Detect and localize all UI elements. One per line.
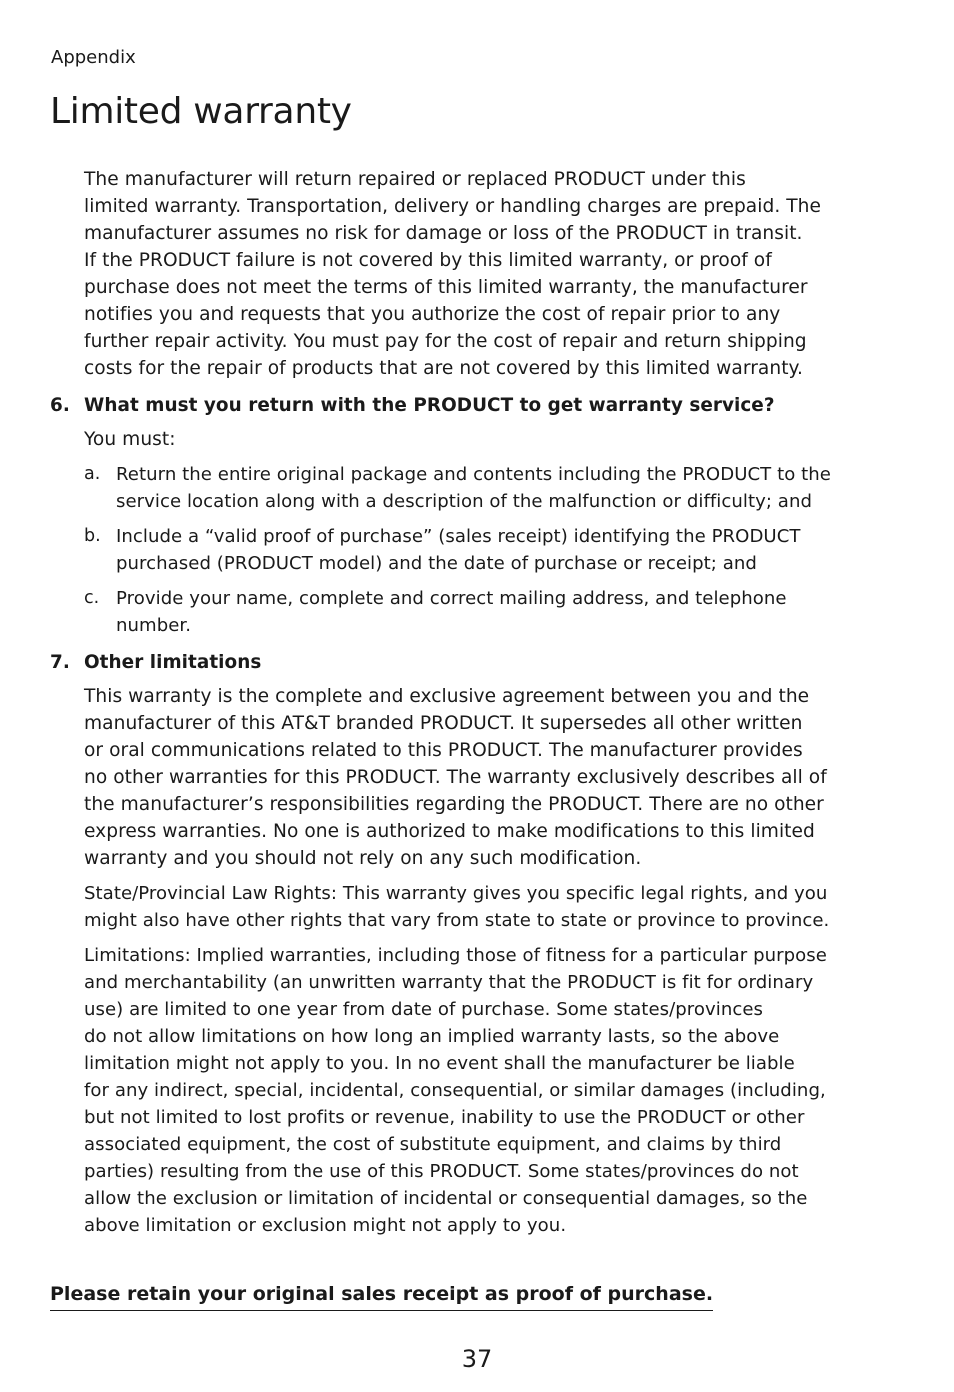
paragraph-line: manufacturer of this AT&T branded PRODUCT. It supersedes all other written bbox=[84, 713, 803, 734]
question-text: What must you return with the PRODUCT to get warranty service? bbox=[84, 395, 775, 416]
page-number: 37 bbox=[461, 1345, 493, 1373]
list-item-line: number. bbox=[116, 615, 192, 636]
question-7-heading bbox=[50, 649, 920, 676]
paragraph-line: but not limited to lost profits or revenue, inability to use the PRODUCT or other bbox=[84, 1107, 805, 1128]
paragraph-line: associated equipment, the cost of substitute equipment, and claims by third bbox=[84, 1134, 782, 1155]
list-item-text bbox=[116, 461, 891, 515]
question-text: Other limitations bbox=[84, 652, 262, 673]
paragraph-line: limitation might not apply to you. In no event shall the manufacturer be liable bbox=[84, 1053, 795, 1074]
question-6-lead: You must: bbox=[84, 429, 176, 450]
question-6-heading bbox=[50, 392, 920, 419]
list-item-line: service location along with a description of the malfunction or difficulty; and bbox=[116, 491, 812, 512]
question-number: 7. bbox=[50, 652, 70, 673]
limitations-paragraph-3 bbox=[50, 942, 904, 1239]
paragraph-line: Limitations: Implied warranties, including those of fitness for a particular purpose bbox=[84, 945, 827, 966]
paragraph-line: or oral communications related to this PRODUCT. The manufacturer provides bbox=[84, 740, 803, 761]
paragraph-line: express warranties. No one is authorized to make modifications to this limited bbox=[84, 821, 815, 842]
closing-note: Please retain your original sales receipt as proof of purchase. bbox=[50, 1280, 713, 1311]
intro-line: limited warranty. Transportation, delivery or handling charges are prepaid. The bbox=[84, 196, 821, 217]
list-item-letter: c. bbox=[84, 588, 100, 608]
intro-line: costs for the repair of products that are not covered by this limited warranty. bbox=[84, 358, 803, 379]
list-item-line: purchased (PRODUCT model) and the date of purchase or receipt; and bbox=[116, 553, 757, 574]
list-item bbox=[84, 585, 920, 639]
limitations-paragraph-2 bbox=[50, 880, 904, 934]
intro-line: purchase does not meet the terms of this limited warranty, the manufacturer bbox=[84, 277, 808, 298]
intro-line: If the PRODUCT failure is not covered by this limited warranty, or proof of bbox=[84, 250, 772, 271]
paragraph-line: allow the exclusion or limitation of incidental or consequential damages, so the bbox=[84, 1188, 808, 1209]
paragraph-line: above limitation or exclusion might not apply to you. bbox=[84, 1215, 567, 1236]
paragraph-line: might also have other rights that vary from state to state or province to province. bbox=[84, 910, 830, 931]
paragraph-line: for any indirect, special, incidental, consequential, or similar damages (including, bbox=[84, 1080, 826, 1101]
list-item-letter: b. bbox=[84, 526, 101, 546]
question-number: 6. bbox=[50, 395, 70, 416]
paragraph-line: the manufacturer’s responsibilities regarding the PRODUCT. There are no other bbox=[84, 794, 824, 815]
list-item bbox=[84, 523, 920, 577]
paragraph-line: do not allow limitations on how long an implied warranty lasts, so the above bbox=[84, 1026, 780, 1047]
list-item-text bbox=[116, 523, 891, 577]
list-item-line: Include a “valid proof of purchase” (sales receipt) identifying the PRODUCT bbox=[116, 526, 801, 547]
intro-line: notifies you and requests that you authorize the cost of repair prior to any bbox=[84, 304, 781, 325]
intro-line: further repair activity. You must pay for the cost of repair and return shipping bbox=[84, 331, 807, 352]
paragraph-line: no other warranties for this PRODUCT. The warranty exclusively describes all of bbox=[84, 767, 827, 788]
intro-paragraph bbox=[50, 166, 904, 382]
list-item-letter: a. bbox=[84, 464, 101, 484]
paragraph-line: State/Provincial Law Rights: This warranty gives you specific legal rights, and you bbox=[84, 883, 828, 904]
intro-line: manufacturer assumes no risk for damage or loss of the PRODUCT in transit. bbox=[84, 223, 803, 244]
paragraph-line: warranty and you should not rely on any such modification. bbox=[84, 848, 642, 869]
paragraph-line: and merchantability (an unwritten warranty that the PRODUCT is fit for ordinary bbox=[84, 972, 814, 993]
list-item bbox=[84, 461, 920, 515]
limitations-paragraph-1 bbox=[50, 683, 904, 872]
list-item-text bbox=[116, 585, 891, 639]
list-item-line: Return the entire original package and contents including the PRODUCT to the bbox=[116, 464, 831, 485]
paragraph-line: use) are limited to one year from date of purchase. Some states/provinces bbox=[84, 999, 764, 1020]
paragraph-line: parties) resulting from the use of this PRODUCT. Some states/provinces do not bbox=[84, 1161, 799, 1182]
page-body bbox=[50, 166, 920, 1247]
intro-line: The manufacturer will return repaired or replaced PRODUCT under this bbox=[84, 169, 746, 190]
paragraph-line: This warranty is the complete and exclusive agreement between you and the bbox=[84, 686, 810, 707]
page-title: Limited warranty bbox=[50, 91, 352, 132]
list-item-line: Provide your name, complete and correct mailing address, and telephone bbox=[116, 588, 787, 609]
question-6-list bbox=[50, 461, 920, 639]
section-label: Appendix bbox=[51, 47, 136, 68]
